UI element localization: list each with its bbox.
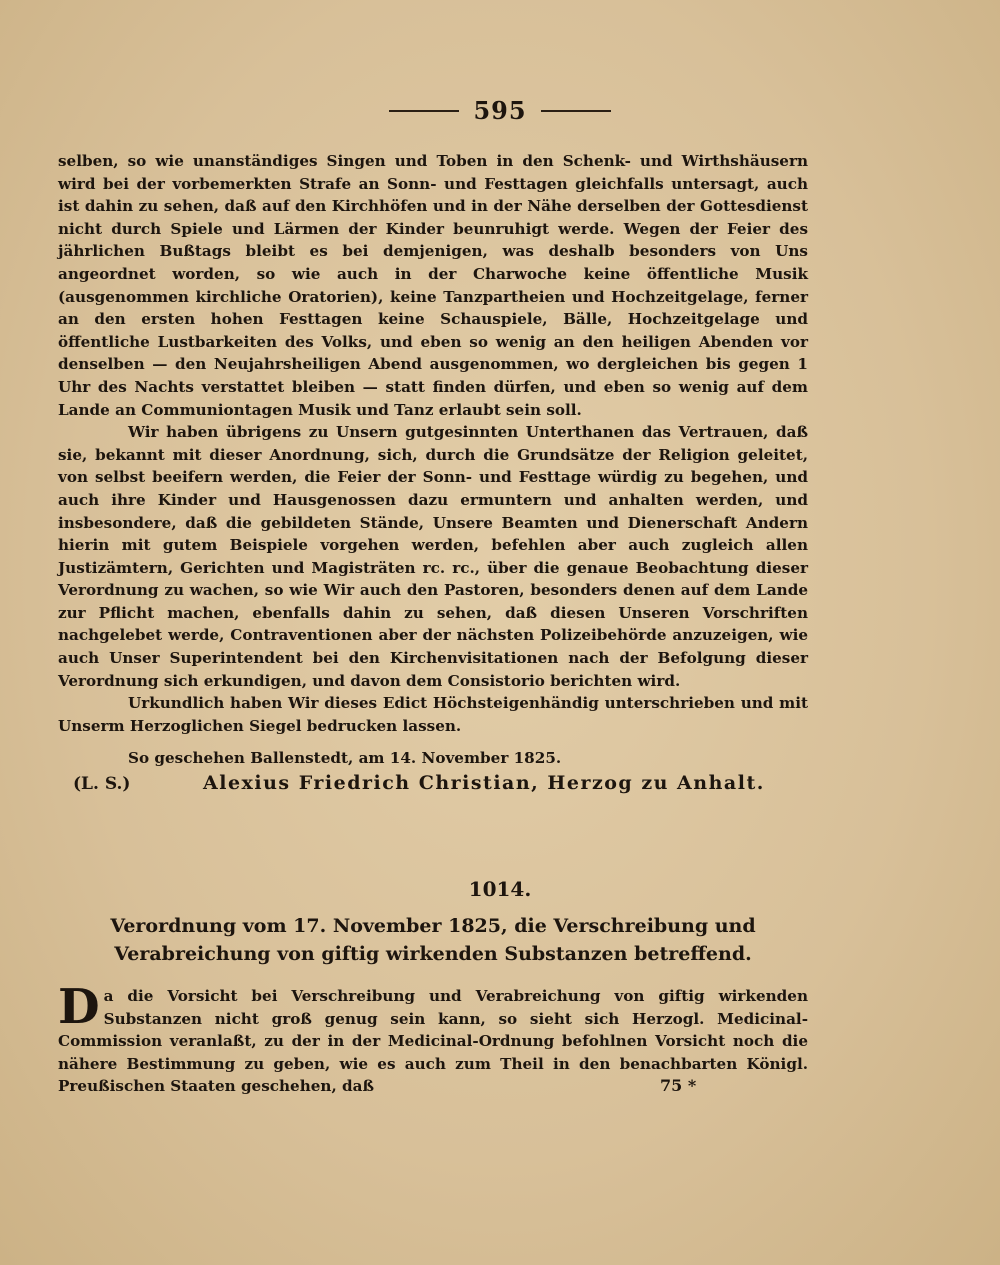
signature-line (73, 772, 813, 794)
paragraph-3: Urkundlich haben Wir dieses Edict Höchsteigenhändig unterschrieben und mit Unserm Herzoglichen Siegel bedrucken lassen. (58, 694, 808, 735)
paragraph-2: Wir haben übrigens zu Unsern gutgesinnten Unterthanen das Vertrauen, daß sie, bekannt mit dieser Anordnung, sich, durch die Grundsätze der Religion geleitet, von selbst beeifern werden, die Feier der Sonn- und Festtage würdig zu begehen, und auch ihre Kinder und Hausgenossen dazu ermuntern und anhalten werden, und insbesondere, daß die gebildeten Stände, Unsere Beamten und Dienerschaft Andern hierin mit gutem Beispiele vorgehen werden, befehlen aber auch zugleich allen Justizämtern, Gerichten und Magisträten rc. rc., über die genaue Beobachtung dieser Verordnung zu wachen, so wie Wir auch den Pastoren, besonders denen auf dem Lande zur Pflicht machen, ebenfalls dahin zu sehen, daß diesen Unseren Vorschriften nachgelebet werde, Contraventionen aber der nächsten Polizeibehörde anzuzeigen, wie auch Unser Superintendent bei den Kirchenvisitationen nach der Befolgung dieser Verordnung sich erkundigen, und davon dem Consistorio berichten wird. (58, 423, 808, 690)
drop-cap: D (58, 979, 100, 1035)
edict-title: Verordnung vom 17. November 1825, die Verschreibung und Verabreichung von giftig wirkenden Substanzen betreffend. (110, 915, 756, 965)
edict-body-text: a die Vorsicht bei Verschreibung und Verabreichung von giftig wirkenden Substanzen nicht groß genug sein kann, so sieht sich Herzogl. Medicinal-Commission veranlaßt, zu der in der Medicinal-Ordnung befohlnen Vorsicht noch die nähere Bestimmung zu geben, wie es auch zum Theil in den benachbarten Königl. Preußischen Staaten geschehen, daß (58, 987, 808, 1096)
header-rule-right (541, 110, 611, 112)
paragraph-date: So geschehen Ballenstedt, am 14. November 1825. (128, 749, 562, 768)
seal-mark: (L. S.) (73, 774, 131, 794)
signature-mark: 75 * (660, 1076, 697, 1095)
paragraph-1: selben, so wie unanständiges Singen und Toben in den Schenk- und Wirthshäusern wird bei der vorbemerkten Strafe an Sonn- und Festtagen gleichfalls untersagt, auch ist dahin zu sehen, daß auf den Kirchhöfen und in der Nähe derselben der Gottesdienst nicht durch Spiele und Lärmen der Kinder beunruhigt werde. Wegen der Feier des jährlichen Bußtags bleibt es bei demjenigen, was deshalb besonders von Uns angeordnet worden, so wie auch in der Charwoche keine öffentliche Musik (ausgenommen kirchliche Oratorien), keine Tanzpartheien und Hochzeitgelage, ferner an den ersten hohen Festtagen keine Schauspiele, Bälle, Hochzeitgelage und öffentliche Lustbarkeiten des Volks, und eben so wenig an den heiligen Abenden vor denselben — den Neujahrsheiligen Abend ausgenommen, wo dergleichen bis gegen 1 Uhr des Nachts verstattet bleiben — statt finden dürfen, und eben so wenig auf dem Lande an Communiontagen Musik und Tanz erlaubt sein soll. (58, 152, 808, 419)
page-number: 595 (473, 96, 527, 125)
edict-number: 1014. (468, 877, 532, 901)
text-block-upper (58, 150, 808, 770)
signatory-name: Alexius Friedrich Christian, Herzog zu Anhalt. (203, 772, 765, 794)
page-header (0, 96, 1000, 125)
header-rule-left (389, 110, 459, 112)
